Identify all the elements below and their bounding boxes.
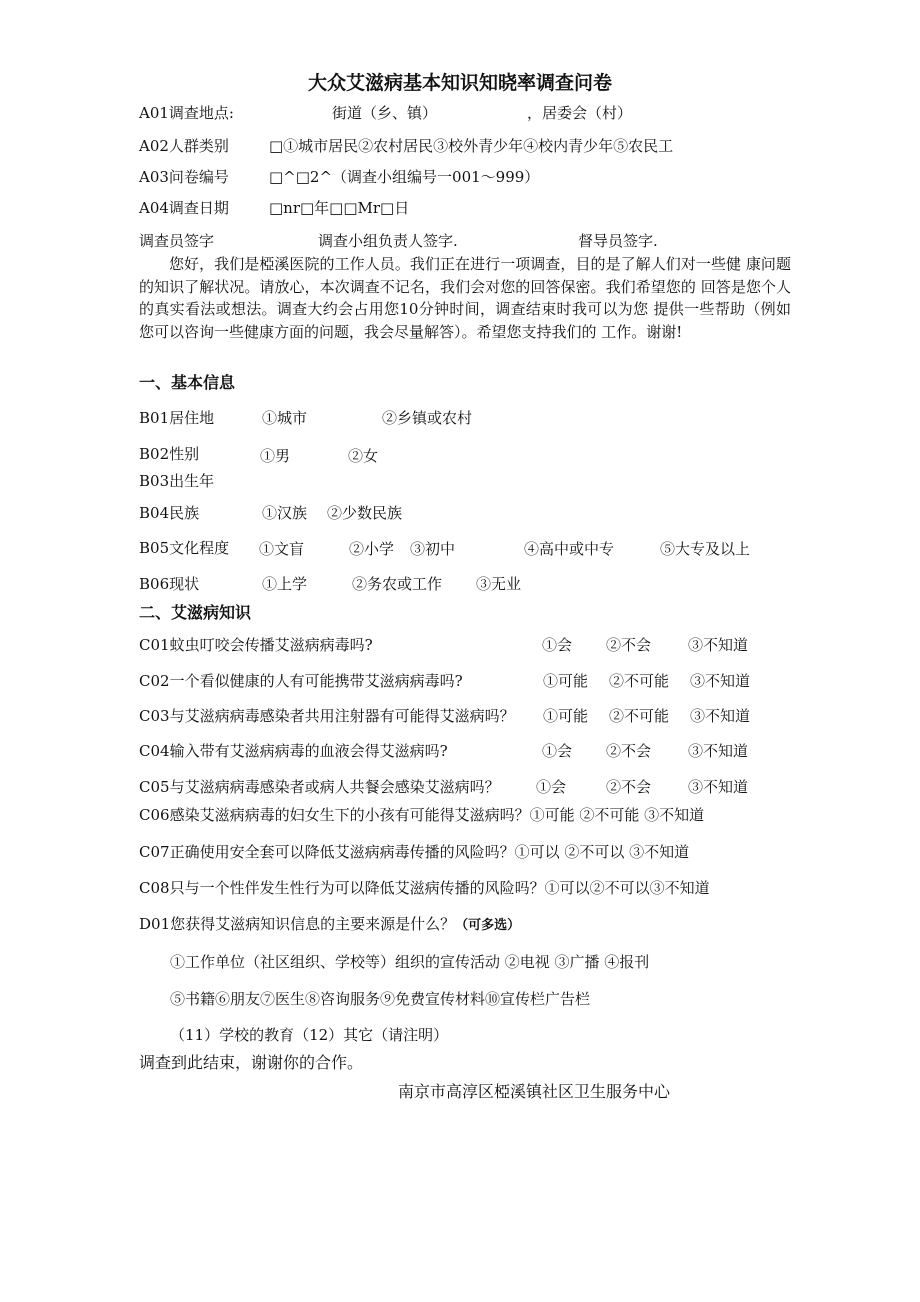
c04-question: C04输入带有艾滋病病毒的血液会得艾滋病吗? [139,742,448,760]
c06-question: C06感染艾滋病病毒的妇女生下的小孩有可能得艾滋病吗？①可能 ②不可能 ③不知道 [139,806,705,824]
b01-label: B01居住地 [139,409,215,427]
a03-value: □^□2^（调查小组编号一001～999） [269,168,540,186]
a04-value: □nr□年□□Mr□日 [269,199,410,217]
c03-question: C03与艾滋病病毒感染者共用注射器有可能得艾滋病吗？ [139,707,515,725]
c01-option-3: ③不知道 [688,636,749,654]
c02-option-1: ①可能 [543,672,589,690]
c04-option-3: ③不知道 [688,742,749,760]
c03-option-2: ②不可能 [609,707,670,725]
c07-question: C07正确使用安全套可以降低艾滋病病毒传播的风险吗？①可以 ②不可以 ③不知道 [139,843,690,861]
b04-label: B04民族 [139,504,200,522]
b05-option-5: ⑤大专及以上 [660,540,751,558]
b06-label: B06现状 [139,575,200,593]
c03-option-1: ①可能 [543,707,589,725]
d01-options-line-3: （11）学校的教育（12）其它（请注明） [170,1026,449,1044]
d01-question-text: D01您获得艾滋病知识信息的主要来源是什么？ [139,915,456,933]
c01-option-2: ②不会 [606,636,652,654]
a02-options: □①城市居民②农村居民③校外青少年④校内青少年⑤农民工 [269,137,674,155]
a02-label: A02人群类别 [139,137,229,155]
c05-question: C05与艾滋病病毒感染者或病人共餐会感染艾滋病吗？ [139,778,500,796]
leader-signature: 调查小组负责人签字. [318,232,458,250]
supervisor-signature: 督导员签字. [578,232,658,250]
d01-question [139,914,520,936]
intro-paragraph: 您好，我们是椏溪医院的工作人员。我们正在进行一项调查，目的是了解人们对一些健 康问题的知识了解状况。请放心，本次调查不记名，我们会对您的回答保密。我们希望您的 回答是您个人的真实看法或想法。调查大约会占用您10分钟时间，调查结束时我可以为您 提供一些帮助（例如您可以咨询一些健康方面的问题，我会尽量解答）。希望您支持我们的 工作。谢谢! [139,255,791,341]
b01-option-1: ①城市 [262,409,308,427]
b05-label: B05文化程度 [139,539,230,557]
b05-option-1: ①文盲 [259,540,305,558]
c02-question: C02一个看似健康的人有可能携带艾滋病病毒吗? [139,672,463,690]
c05-option-2: ②不会 [606,778,652,796]
b04-option-1: ①汉族 [262,504,308,522]
b05-option-3: ③初中 [410,540,456,558]
d01-options-line-1: ①工作单位（社区组织、学校等）组织的宣传活动 ②电视 ③广播 ④报刊 [170,953,650,971]
d01-multi-select-note: （可多选） [455,918,521,933]
b02-label: B02性别 [139,445,200,463]
c03-option-3: ③不知道 [690,707,751,725]
b02-option-2: ②女 [348,447,379,465]
organization-name: 南京市高淳区椏溪镇社区卫生服务中心 [398,1082,671,1101]
section-aids-knowledge: 二、艾滋病知识 [139,603,252,622]
c01-option-1: ①会 [542,636,573,654]
c08-question: C08只与一个性伴发生性行为可以降低艾滋病传播的风险吗？①可以②不可以③不知道 [139,879,710,897]
closing-text: 调查到此结束，谢谢你的合作。 [139,1053,364,1072]
b05-option-4: ④高中或中专 [524,540,615,558]
b06-option-3: ③无业 [476,575,522,593]
a01-street: 街道（乡、镇） [332,104,438,122]
investigator-signature: 调查员签字 [139,232,215,250]
b02-option-1: ①男 [260,447,291,465]
b03-label: B03出生年 [139,472,215,490]
c02-option-2: ②不可能 [609,672,670,690]
b06-option-2: ②务农或工作 [352,575,443,593]
d01-options-line-2: ⑤书籍⑥朋友⑦医生⑧咨询服务⑨免费宣传材料⑩宣传栏广告栏 [170,990,591,1008]
c05-option-3: ③不知道 [688,778,749,796]
a01-committee: ，居委会（村） [527,104,633,122]
a03-label: A03问卷编号 [139,168,229,186]
a01-label: A01调查地点: [139,104,234,122]
section-basic-info: 一、基本信息 [139,373,236,392]
c05-option-1: ①会 [536,778,567,796]
a04-label: A04调查日期 [139,199,229,217]
c01-question: C01蚊虫叮咬会传播艾滋病病毒吗? [139,636,373,654]
b06-option-1: ①上学 [262,575,308,593]
c04-option-1: ①会 [542,742,573,760]
b05-option-2: ②小学 [349,540,395,558]
document-title: 大众艾滋病基本知识知晓率调查问卷 [307,72,612,94]
c02-option-3: ③不知道 [690,672,751,690]
b01-option-2: ②乡镇或农村 [382,409,473,427]
b04-option-2: ②少数民族 [327,504,403,522]
c04-option-2: ②不会 [606,742,652,760]
